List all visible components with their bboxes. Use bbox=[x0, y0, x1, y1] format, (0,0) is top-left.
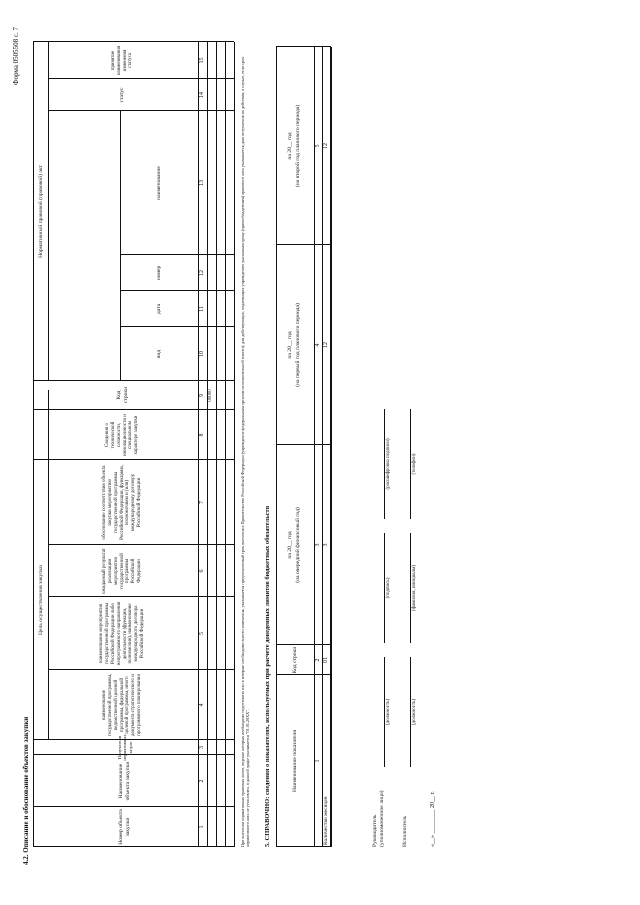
t2-col-year1-top: на 20__ год bbox=[286, 531, 293, 559]
exec-position-caption: (должность) bbox=[412, 698, 417, 726]
colnum-4: 4 bbox=[199, 703, 205, 707]
colnum-2: 2 bbox=[199, 779, 205, 783]
t2-col-year1-sub: (на очередной финансовый год) bbox=[294, 507, 301, 583]
t2-col-year2-top: на 20__ год bbox=[286, 331, 293, 359]
footnote: При внесении нормативных правовых актов, ведение которых необходимо подготовить или в которые необходимо внести изменения, указывается предполагаемый срок внесения в Правительство Российской Федерации (учреждение федеральным органом исполнительной власти), для действующих, подлежащих учреждению указанным сроку (правообладателям) правового акта указывается дата вступления их действия, в случае, если срок нормативного акта не установлен, в данной графе указывается "01.01.20ХХ". bbox=[240, 56, 251, 847]
col-act-status: статус bbox=[119, 87, 126, 103]
t2-colnum-2: 2 bbox=[315, 658, 321, 662]
t2-row-code: 01 bbox=[323, 657, 329, 663]
col-purpose-b: наименование мероприятия государственной программы Российской Федерации либо непрограммного направления деятельности (функции, полномочия), наименование международного договора Российской Федерации bbox=[98, 601, 146, 666]
t2-colnum-5: 5 bbox=[315, 144, 321, 148]
exec-name-caption: (фамилия, инициалы) bbox=[412, 564, 417, 612]
head-decoding-caption: (расшифровка подписи) bbox=[386, 438, 391, 490]
col-purpose-group: Цель осуществления закупки bbox=[37, 565, 44, 635]
t2-row-v2: 12 bbox=[323, 342, 329, 348]
t2-row-v3: 12 bbox=[323, 143, 329, 149]
col-row-code: Код строки bbox=[115, 386, 129, 404]
colnum-1: 1 bbox=[199, 825, 205, 829]
col-object-no: Номер объекта закупки bbox=[118, 809, 131, 845]
col-purpose-a: наименование государственной программы, ведомственной целевой программы, федеральной целевой программы, иного документа стратегического и программного планирования bbox=[101, 673, 143, 737]
t2-col-indicator: Наименование показателя bbox=[291, 730, 298, 792]
col-act-number: номер bbox=[156, 265, 163, 281]
colnum-11: 11 bbox=[199, 306, 205, 312]
row-code-value: 00000 bbox=[208, 389, 213, 402]
colnum-10: 10 bbox=[199, 351, 205, 357]
t2-col-year3-sub: (на второй год планового периода) bbox=[294, 104, 301, 188]
col-legal-act-group: Нормативный правовой (правовой) акт bbox=[37, 165, 44, 258]
t2-col-row-code: Код строки bbox=[291, 646, 298, 674]
colnum-9: 9 bbox=[199, 394, 205, 397]
t2-colnum-1: 1 bbox=[315, 759, 321, 763]
date-line: «__» ________ 20__ г. bbox=[430, 791, 436, 847]
colnum-3: 3 bbox=[199, 746, 205, 749]
col-act-name: наименование bbox=[156, 166, 163, 200]
col-purpose-c: ожидаемый результат реализации мероприятия государственной программы Российской Федерации bbox=[101, 548, 143, 594]
form-number: Форма 0505508 с. 7 bbox=[12, 26, 20, 85]
head-label: Руководитель (уполномоченное лицо) bbox=[372, 790, 385, 847]
t2-colnum-3: 3 bbox=[315, 543, 321, 547]
colnum-7: 7 bbox=[199, 501, 205, 504]
colnum-15: 15 bbox=[199, 57, 205, 64]
section-4-2-title: 4.2. Описание и обоснование объектов закупки bbox=[22, 716, 30, 865]
colnum-5: 5 bbox=[199, 632, 205, 635]
col-act-date: дата bbox=[156, 303, 163, 315]
t2-colnum-4: 4 bbox=[315, 343, 321, 347]
col-recipients: Получатели нормативных затрат bbox=[116, 734, 133, 761]
col-act-status-name: принятие наименования изменения статуса bbox=[111, 45, 134, 76]
head-signature-caption: (подпись) bbox=[386, 577, 391, 599]
t2-row-v1: 3 bbox=[323, 543, 329, 547]
exec-phone-caption: (телефон) bbox=[412, 453, 417, 475]
col-justification: обоснование соответствия объекта закупки мероприятию государственной программы Российской Федерации, функциям, полномочиям и (или) международному договору Российской Федерации bbox=[101, 465, 143, 540]
executor-label: Исполнитель bbox=[402, 815, 408, 847]
colnum-13: 13 bbox=[199, 180, 205, 186]
colnum-6: 6 bbox=[199, 569, 205, 573]
t2-row-name: Количество месяцев bbox=[323, 796, 329, 845]
colnum-12: 12 bbox=[199, 270, 205, 276]
col-uniqueness: Сведения о технической сложности, инновационности и специальном характере закупки bbox=[104, 414, 140, 456]
t2-col-year3-top: на 20__ год bbox=[286, 132, 293, 160]
section-5-title: 5. СПРАВОЧНО: сведения о показателях, используемых при расчете доведенных лимитов бюджетных обязательств bbox=[264, 505, 271, 847]
colnum-8: 8 bbox=[199, 433, 205, 437]
colnum-14: 14 bbox=[199, 92, 205, 98]
head-position-caption: (должность) bbox=[386, 698, 391, 726]
col-object-name: Наименование объекта закупки bbox=[118, 761, 131, 801]
t2-col-year2-sub: (на первый год планового периода) bbox=[294, 303, 301, 387]
col-act-type: вид bbox=[156, 349, 163, 359]
